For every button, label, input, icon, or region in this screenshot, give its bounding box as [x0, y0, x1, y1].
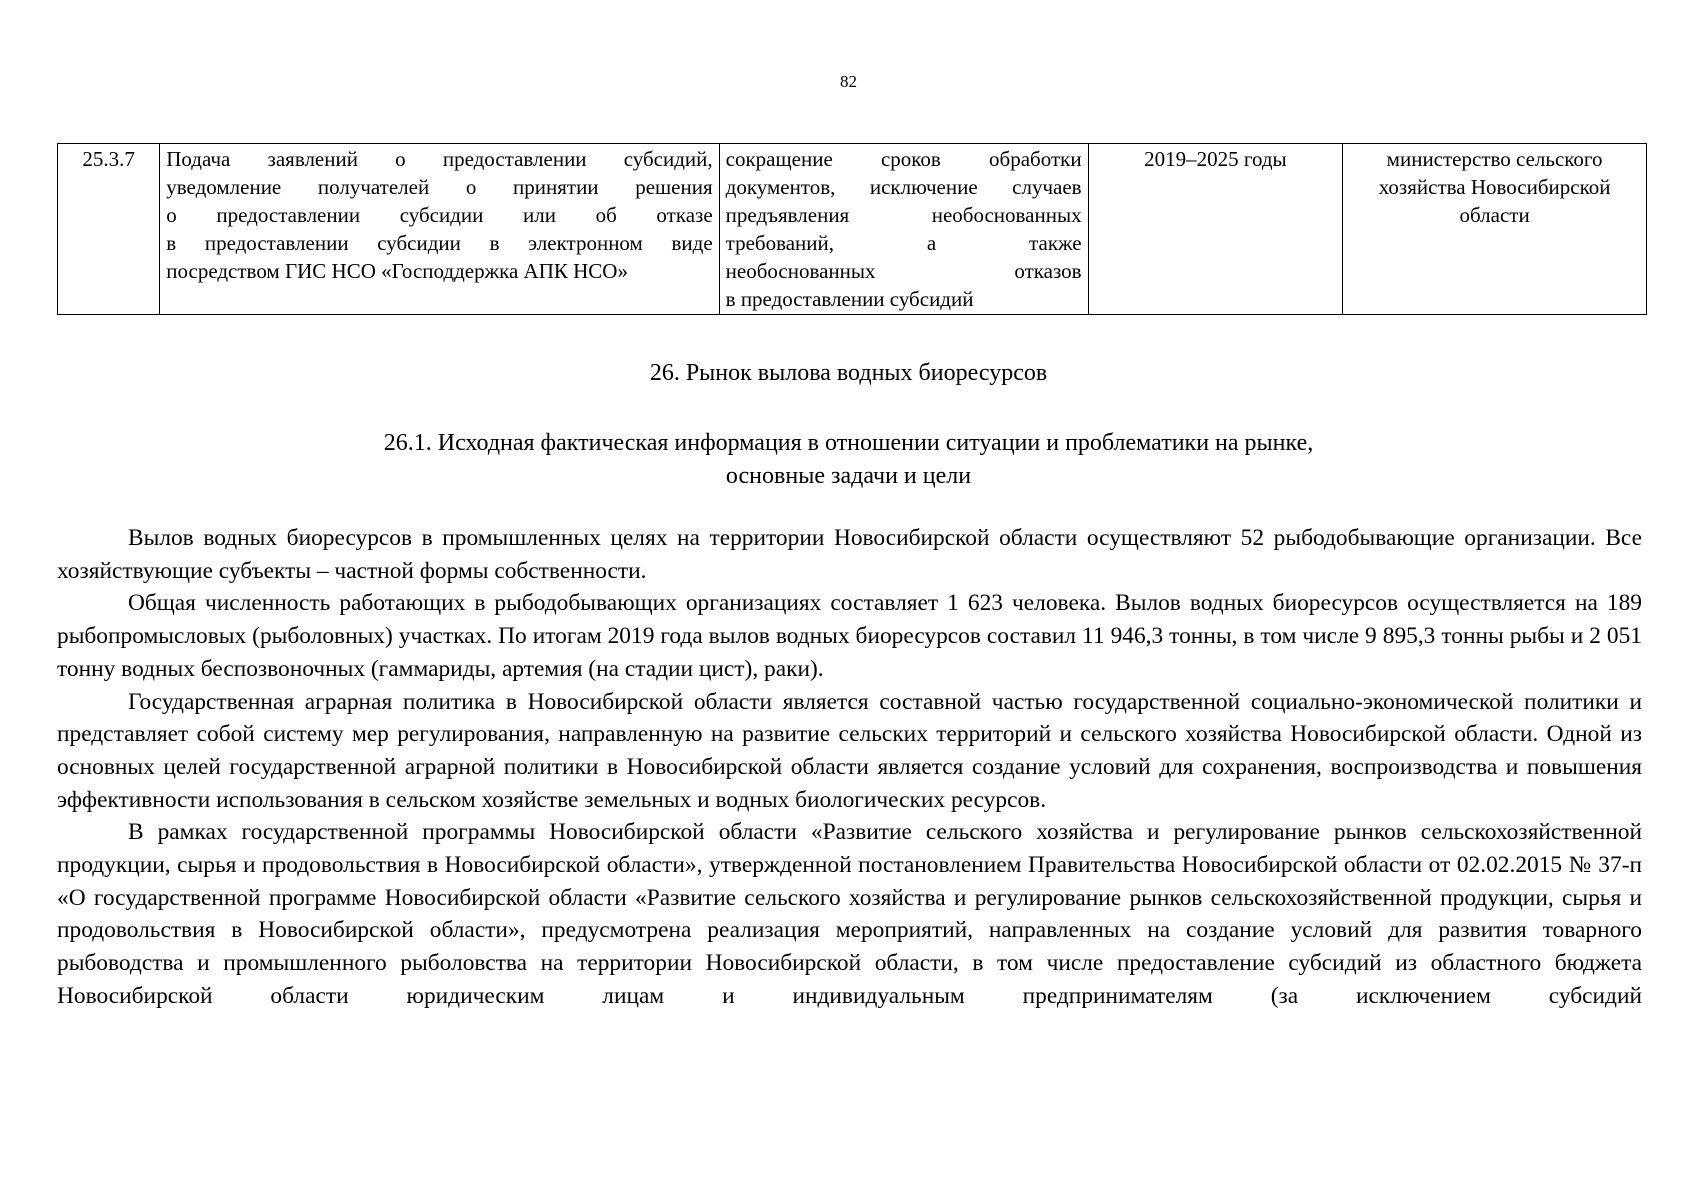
event-line: посредством ГИС НСО «Господдержка АПК НСО» — [166, 259, 628, 283]
paragraph: В рамках государственной программы Новосибирской области «Развитие сельского хозяйства и регулирование рынков сельскохозяйственной продукции, сырья и продовольствия в Новосибирской области», утвержденной постановлением Правительства Новосибирской области от 02.02.2015 № 37-п «О государственной программе Новосибирской области «Развитие сельского хозяйства и регулирование рынков сельскохозяйственной продукции, сырья и продовольствия в Новосибирской области», предусмотрена реализация мероприятий, направленных на создание условий для развития товарного рыбоводства и промышленного рыболовства на территории Новосибирской области, в том числе предоставление субсидий из областного бюджета Новосибирской области юридическим лицам и индивидуальным предпринимателям (за исключением субсидий — [57, 819, 1642, 1009]
result-line: документов, исключение случаев — [725, 175, 1082, 199]
result-line: сокращение сроков обработки — [725, 147, 1082, 171]
responsible-line: министерство сельского — [1386, 147, 1603, 171]
result-line: требований, а также — [725, 231, 1082, 255]
body-text — [57, 522, 1642, 1013]
measures-table — [57, 143, 1647, 315]
responsible-cell — [1343, 144, 1647, 315]
event-line: в предоставлении субсидии в электронном виде — [166, 231, 713, 255]
event-line: Подача заявлений о предоставлении субсидий, — [166, 147, 713, 171]
page-number: 82 — [840, 72, 857, 91]
section-title: 26. Рынок вылова водных биоресурсов — [649, 360, 1048, 386]
event-line: уведомление получателей о принятии решения — [166, 175, 713, 199]
period-cell: 2019–2025 годы — [1088, 144, 1343, 315]
responsible-line: области — [1459, 203, 1530, 227]
responsible-line: хозяйства Новосибирской — [1378, 175, 1611, 199]
event-line: о предоставлении субсидии или об отказе — [166, 203, 713, 227]
paragraph: Вылов водных биоресурсов в промышленных целях на территории Новосибирской области осуществляют 52 рыбодобывающие организации. Все хозяйствующие субъекты – частной формы собственности. — [57, 525, 1642, 584]
result-line: предъявления необоснованных — [725, 203, 1082, 227]
result-line: необоснованных отказов — [725, 259, 1082, 283]
row-number-cell: 25.3.7 — [58, 144, 160, 315]
event-cell — [160, 144, 719, 315]
table-row — [58, 144, 1647, 315]
subsection-title-line: основные задачи и цели — [725, 463, 972, 489]
paragraph: Общая численность работающих в рыбодобывающих организациях составляет 1 623 человека. Вылов водных биоресурсов осуществляется на 189 рыбопромысловых (рыболовных) участках. По итогам 2019 года вылов водных биоресурсов составил 11 946,3 тонны, в том числе 9 895,3 тонны рыбы и 2 051 тонну водных беспозвоночных (гаммариды, артемия (на стадии цист), раки). — [57, 590, 1642, 682]
subsection-title — [0, 427, 1697, 493]
result-cell — [719, 144, 1088, 315]
subsection-title-line: 26.1. Исходная фактическая информация в отношении ситуации и проблематики на рынке, — [383, 430, 1314, 456]
paragraph: Государственная аграрная политика в Новосибирской области является составной частью государственной социально-экономической политики и представляет собой систему мер регулирования, направленную на развитие сельских территорий и сельского хозяйства Новосибирской области. Одной из основных целей государственной аграрной политики в Новосибирской области является создание условий для сохранения, воспроизводства и повышения эффективности использования в сельском хозяйстве земельных и водных биологических ресурсов. — [57, 688, 1642, 813]
result-line: в предоставлении субсидий — [725, 287, 974, 311]
